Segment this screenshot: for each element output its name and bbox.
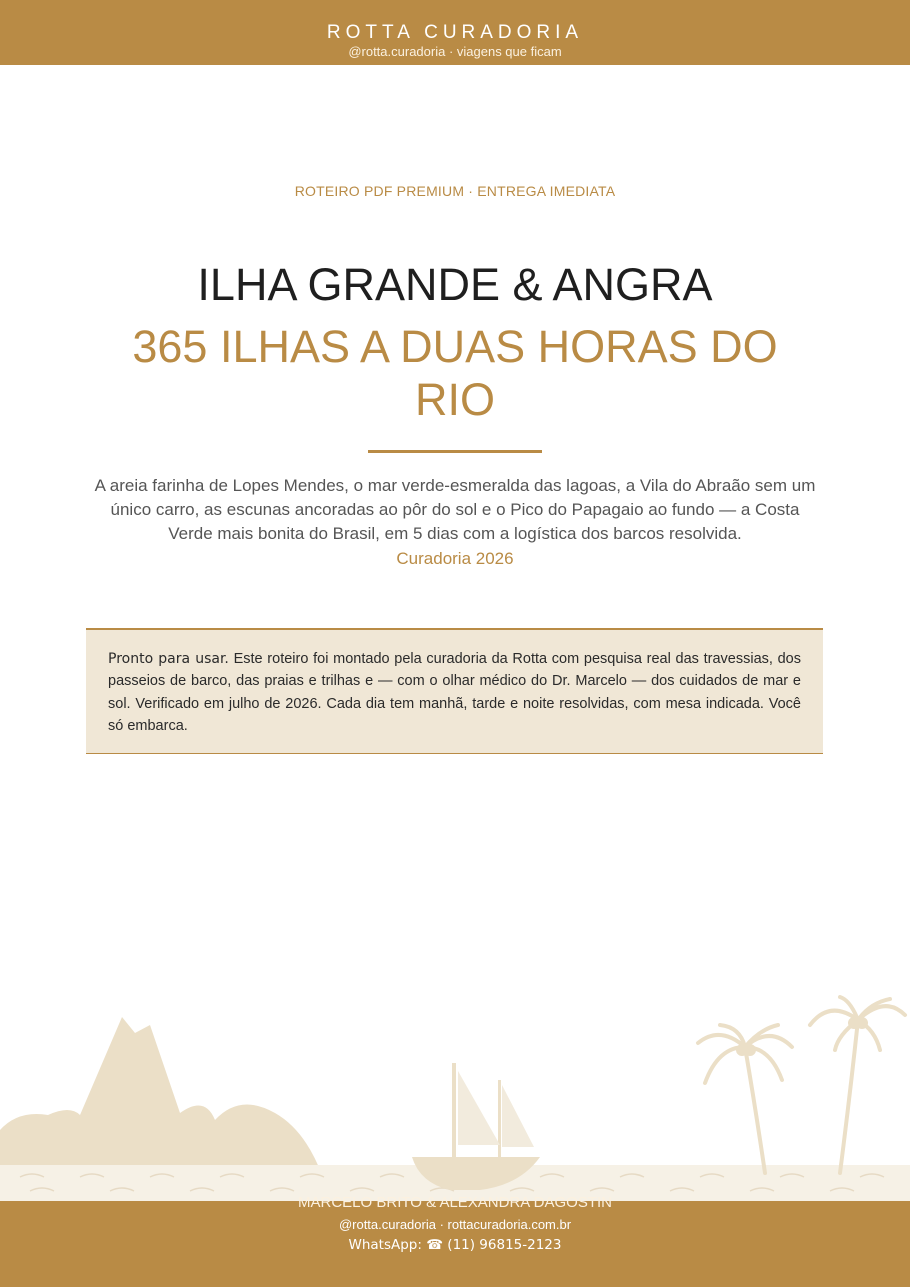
note-lead: Pronto para usar.	[108, 651, 229, 667]
brand-tagline: @rotta.curadoria · viagens que ficam	[348, 44, 562, 59]
palm-tree-icon	[698, 997, 905, 1173]
brand-name: ROTTA CURADORIA	[326, 22, 584, 43]
coastal-illustration	[0, 985, 910, 1205]
page-subtitle: 365 ILHAS A DUAS HORAS DO RIO	[132, 321, 778, 425]
cover-kicker: ROTEIRO PDF PREMIUM · ENTREGA IMEDIATA	[294, 183, 616, 199]
page-title: ILHA GRANDE & ANGRA	[197, 259, 713, 310]
intro-paragraph: A areia farinha de Lopes Mendes, o mar verde-esmeralda das lagoas, a Vila do Abraão sem um único carro, as escunas ancoradas ao pôr do sol e o Pico do Papagaio ao fundo — a Costa Verde mais bonita do Brasil, em 5 dias com a logística dos barcos resolvida.	[94, 476, 816, 543]
title-divider	[368, 450, 542, 453]
page-footer	[0, 1194, 910, 1287]
ready-note-box	[86, 628, 823, 754]
footer-whatsapp: WhatsApp: ☎ (11) 96815-2123	[348, 1237, 562, 1253]
sailboat-icon	[412, 1063, 540, 1190]
edition-label: Curadoria 2026	[396, 549, 514, 568]
footer-authors: MARCELO BRITO & ALEXANDRA DAGOSTIN	[298, 1194, 612, 1211]
page-header	[0, 0, 910, 65]
note-body: Este roteiro foi montado pela curadoria da Rotta com pesquisa real das travessias, dos passeios de barco, das praias e trilhas e — com o olhar médico do Dr. Marcelo — dos cuidados de mar e sol. Verificado em julho de 2026. Cada dia tem manhã, tarde e noite resolvidas, com mesa indicada. Você só embarca.	[108, 651, 801, 735]
footer-social: @rotta.curadoria · rottacuradoria.com.br	[338, 1217, 572, 1232]
